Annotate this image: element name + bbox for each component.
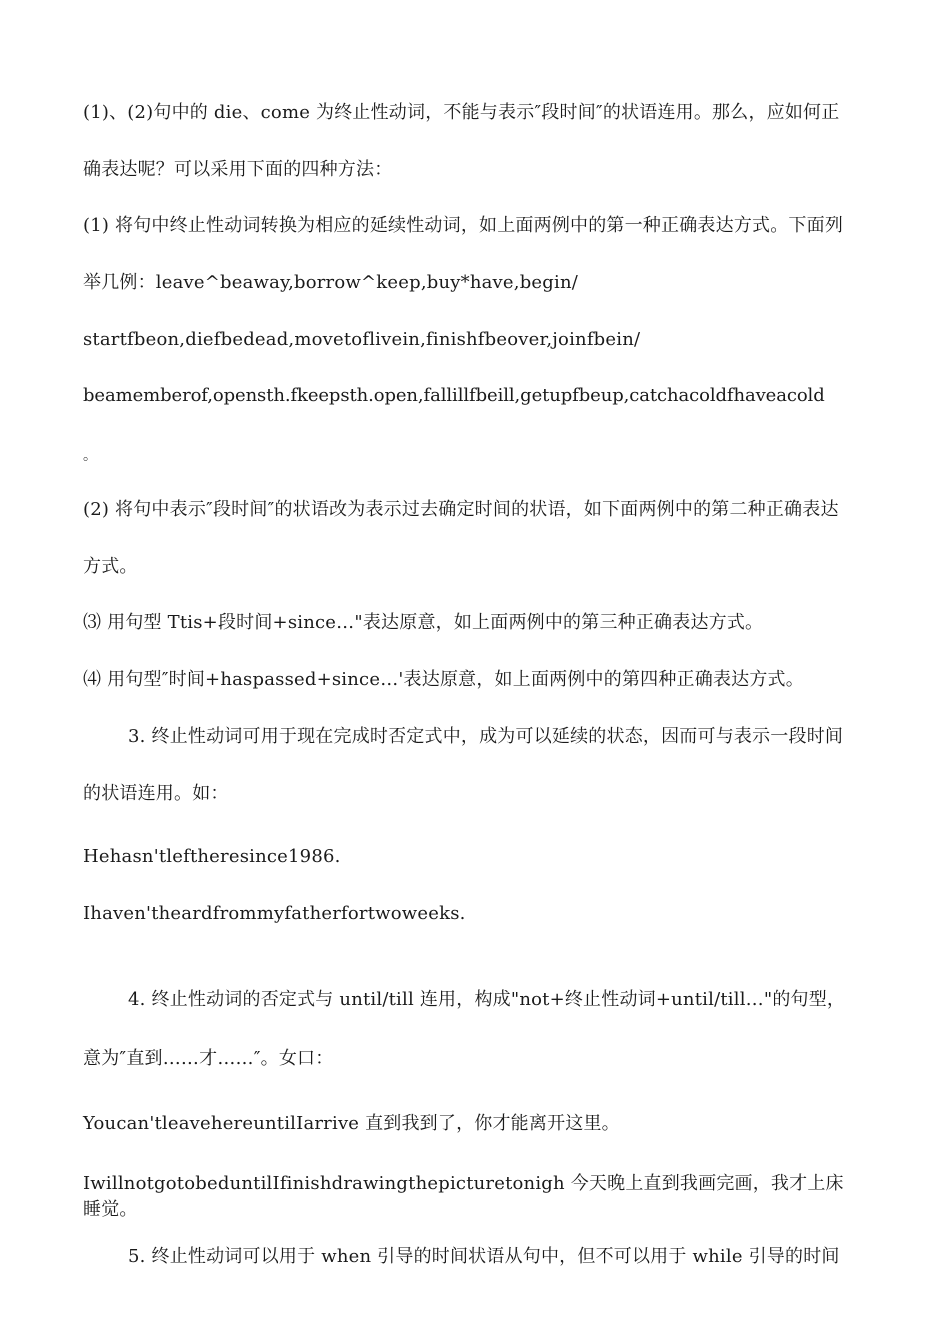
text-line-11: ⑷ 用句型″时间+haspassed+since…'表达原意，如上面两例中的第四种正确表达方式。 bbox=[83, 669, 804, 690]
text-line-21: 5. 终止性动词可以用于 when 引导的时间状语从句中，但不可以用于 while 引导的时间 bbox=[128, 1246, 840, 1267]
text-line-17: 意为″直到……才……″。女口： bbox=[83, 1048, 334, 1069]
text-line-1: (1)、(2)句中的 die、come 为终止性动词，不能与表示″段时间″的状语连用。那么，应如何正 bbox=[83, 102, 840, 123]
text-line-19: IwillnotgotobeduntilIfinishdrawingthepicturetonigh 今天晚上直到我画完画，我才上床 bbox=[83, 1173, 844, 1194]
text-line-3: (1) 将句中终止性动词转换为相应的延续性动词，如上面两例中的第一种正确表达方式。下面列 bbox=[83, 215, 844, 236]
text-line-5: startfbeon,diefbedead,movetoflivein,finishfbeover,joinfbein/ bbox=[83, 329, 641, 350]
text-line-14: Hehasn'tleftheresince1986. bbox=[83, 846, 341, 867]
text-line-7: 。 bbox=[83, 448, 98, 464]
text-line-12: 3. 终止性动词可用于现在完成时否定式中，成为可以延续的状态，因而可与表示一段时间 bbox=[128, 726, 844, 747]
text-line-4: 举几例：leave^beaway,borrow^keep,buy*have,begin/ bbox=[83, 272, 579, 293]
text-line-8: (2) 将句中表示″段时间″的状语改为表示过去确定时间的状语，如下面两例中的第二种正确表达 bbox=[83, 499, 839, 520]
text-line-10: ⑶ 用句型 Ttis+段时间+since…"表达原意，如上面两例中的第三种正确表达方式。 bbox=[83, 612, 764, 633]
text-line-2: 确表达呢？可以采用下面的四种方法： bbox=[83, 159, 393, 180]
text-line-16: 4. 终止性动词的否定式与 until/till 连用，构成"not+终止性动词+until/till…"的句型， bbox=[128, 989, 846, 1010]
text-line-15: Ihaven'theardfrommyfatherfortwoweeks. bbox=[83, 903, 466, 924]
text-line-6: beamemberof,opensth.fkeepsth.open,fallillfbeill,getupfbeup,catchacoldfhaveacold bbox=[83, 385, 825, 406]
text-line-18: Youcan'tleavehereuntilIarrive 直到我到了，你才能离开这里。 bbox=[83, 1113, 620, 1134]
text-line-20: 睡觉。 bbox=[83, 1199, 138, 1220]
text-line-9: 方式。 bbox=[83, 556, 138, 577]
text-line-13: 的状语连用。如： bbox=[83, 783, 229, 804]
